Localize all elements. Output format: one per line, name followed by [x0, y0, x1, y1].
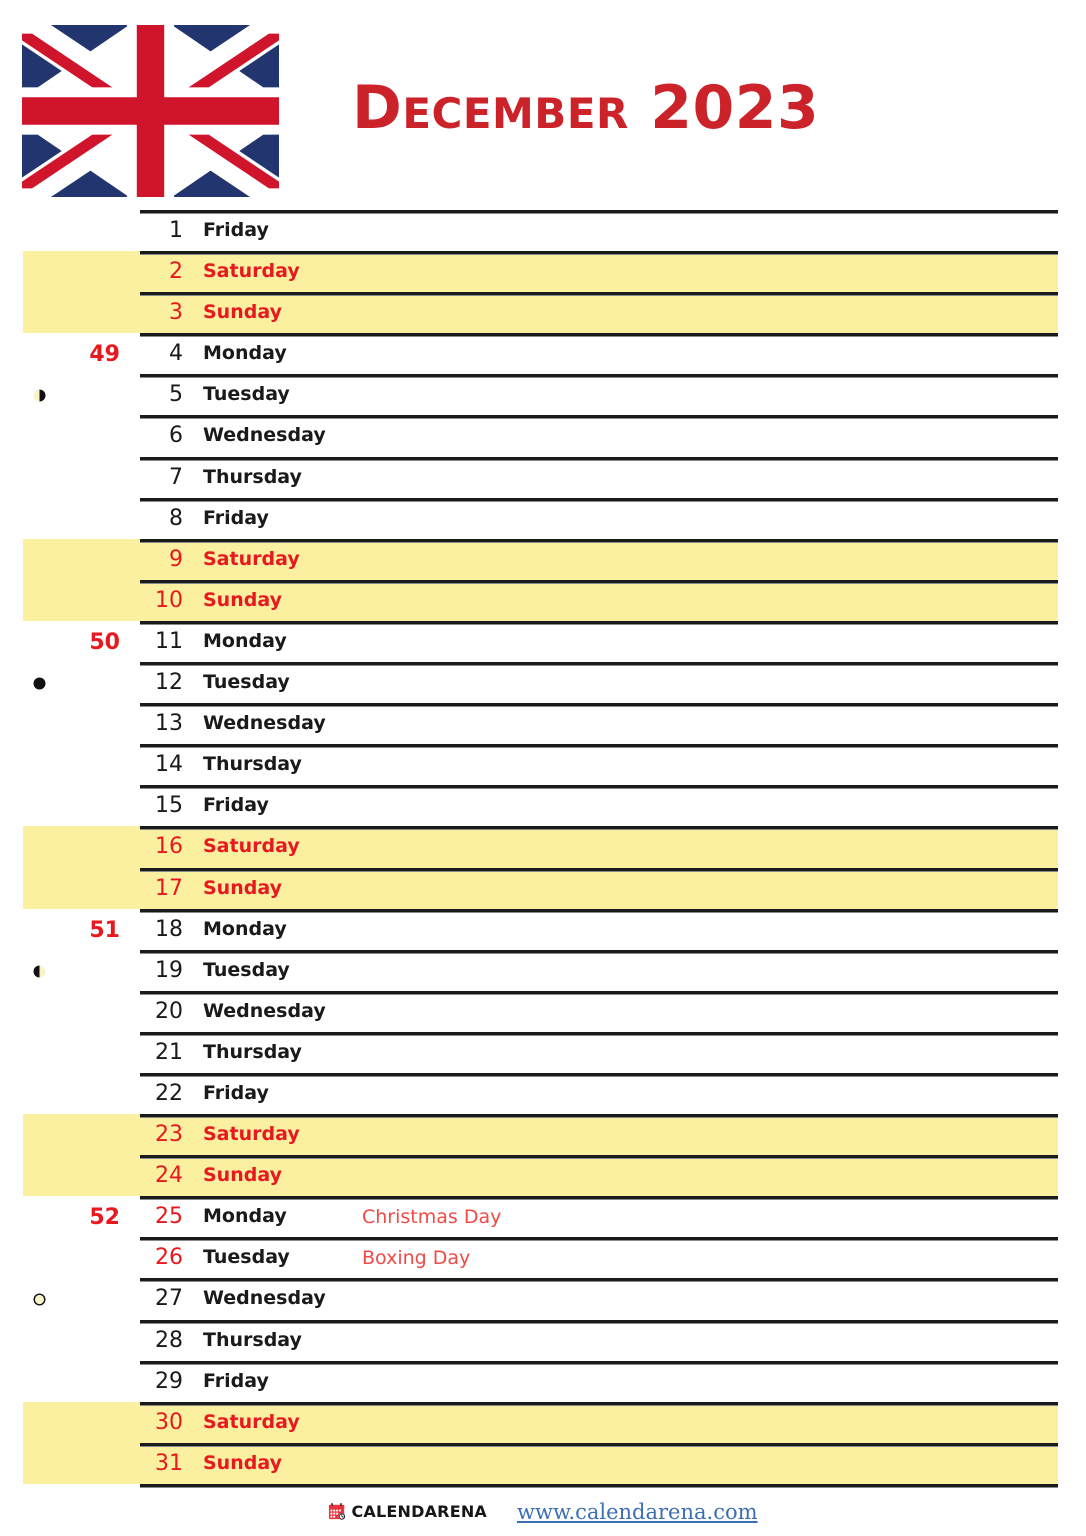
row-rule [140, 333, 1058, 336]
day-number: 13 [155, 711, 183, 737]
holiday-label: Christmas Day [362, 1206, 502, 1229]
day-number: 7 [169, 464, 183, 490]
calendar-row [0, 1073, 1086, 1114]
website-link[interactable]: www.calendarena.com [517, 1499, 758, 1524]
week-number: 52 [89, 1205, 120, 1231]
weekday-name: Sunday [203, 1451, 282, 1474]
row-rule [140, 1032, 1058, 1035]
day-number: 5 [169, 382, 183, 408]
weekday-name: Wednesday [203, 424, 326, 447]
calendar-row [0, 1114, 1086, 1155]
day-number: 14 [155, 752, 183, 778]
calendar-row [0, 1278, 1086, 1319]
day-number: 12 [155, 670, 183, 696]
row-rule [140, 826, 1058, 829]
calendar-row [0, 1237, 1086, 1278]
calendar-row [0, 374, 1086, 415]
row-rule [140, 744, 1058, 747]
day-number: 24 [155, 1163, 183, 1189]
week-number: 49 [89, 342, 120, 368]
day-number: 3 [169, 300, 183, 326]
calendar-row [0, 251, 1086, 292]
first-quarter-icon [32, 964, 47, 979]
day-number: 25 [155, 1204, 183, 1230]
weekday-name: Thursday [203, 465, 302, 488]
calendar-row [0, 1361, 1086, 1402]
day-number: 10 [155, 587, 183, 613]
row-rule [140, 1073, 1058, 1076]
day-number: 28 [155, 1327, 183, 1353]
weekday-name: Monday [203, 342, 287, 365]
row-rule [140, 1155, 1058, 1158]
day-number: 9 [169, 546, 183, 572]
weekday-name: Wednesday [203, 1287, 326, 1310]
new-moon-icon [32, 676, 47, 691]
row-rule [140, 580, 1058, 583]
weekday-name: Saturday [203, 1123, 300, 1146]
row-rule [140, 1196, 1058, 1199]
day-number: 26 [155, 1245, 183, 1271]
day-number: 21 [155, 1039, 183, 1065]
weekday-name: Sunday [203, 1164, 282, 1187]
calendar-row [0, 498, 1086, 539]
day-number: 16 [155, 834, 183, 860]
row-rule [140, 1237, 1058, 1240]
row-rule [140, 210, 1058, 213]
calendar-row [0, 292, 1086, 333]
weekday-name: Sunday [203, 876, 282, 899]
row-rule [140, 251, 1058, 254]
row-rule [140, 868, 1058, 871]
calendar-row [0, 991, 1086, 1032]
calendar-row [0, 415, 1086, 456]
row-rule [140, 991, 1058, 994]
week-number: 50 [89, 629, 120, 655]
day-number: 27 [155, 1286, 183, 1312]
weekday-name: Friday [203, 219, 269, 241]
union-jack-flag-icon [22, 25, 279, 197]
weekday-name: Tuesday [203, 958, 290, 981]
weekday-name: Monday [203, 1205, 287, 1228]
calendar-row [0, 826, 1086, 867]
weekday-name: Sunday [203, 588, 282, 611]
calendar-row [0, 703, 1086, 744]
day-number: 30 [155, 1409, 183, 1435]
calendar-row [0, 950, 1086, 991]
page-footer [0, 1487, 1086, 1536]
weekday-name: Saturday [203, 1410, 300, 1433]
calendar-row [0, 210, 1086, 251]
day-number: 20 [155, 998, 183, 1024]
row-rule [140, 909, 1058, 912]
day-number: 15 [155, 793, 183, 819]
day-number: 4 [169, 341, 183, 367]
calendar-row [0, 1155, 1086, 1196]
holiday-label: Boxing Day [362, 1247, 471, 1270]
calendar-header [0, 0, 1086, 210]
day-number: 11 [155, 628, 183, 654]
day-number: 18 [155, 916, 183, 942]
row-rule [140, 539, 1058, 542]
day-number: 23 [155, 1122, 183, 1148]
weekday-name: Saturday [203, 835, 300, 858]
calendar-row [0, 868, 1086, 909]
day-number: 2 [169, 259, 183, 285]
weekday-name: Friday [203, 1081, 269, 1104]
calendar-row [0, 333, 1086, 374]
weekday-name: Thursday [203, 1328, 302, 1351]
calendar-day-list [0, 210, 1086, 1484]
row-rule [140, 703, 1058, 706]
row-rule [140, 1278, 1058, 1281]
weekday-name: Sunday [203, 301, 282, 324]
week-number: 51 [89, 917, 120, 943]
calendar-icon [328, 1502, 347, 1521]
weekday-name: Wednesday [203, 712, 326, 735]
weekday-name: Saturday [203, 547, 300, 570]
row-rule [140, 498, 1058, 501]
weekday-name: Tuesday [203, 671, 290, 694]
calendar-row [0, 1032, 1086, 1073]
calendar-row [0, 744, 1086, 785]
brand-name: CALENDARENA [351, 1502, 487, 1521]
weekday-name: Friday [203, 1369, 269, 1392]
weekday-name: Thursday [203, 1040, 302, 1063]
row-rule [140, 374, 1058, 377]
full-moon-icon [32, 1292, 47, 1307]
calendar-row [0, 1402, 1086, 1443]
day-number: 17 [155, 875, 183, 901]
day-number: 6 [169, 423, 183, 449]
row-rule [140, 621, 1058, 624]
calendar-row [0, 1443, 1086, 1484]
weekday-name: Monday [203, 917, 287, 940]
calendar-row [0, 580, 1086, 621]
weekday-name: Tuesday [203, 1246, 290, 1269]
weekday-name: Friday [203, 506, 269, 529]
weekday-name: Friday [203, 794, 269, 817]
day-number: 29 [155, 1368, 183, 1394]
row-rule [140, 1402, 1058, 1405]
weekday-name: Monday [203, 629, 287, 652]
weekday-name: Thursday [203, 753, 302, 776]
row-rule [140, 1114, 1058, 1117]
row-rule [140, 1320, 1058, 1323]
day-number: 19 [155, 957, 183, 983]
row-rule [140, 662, 1058, 665]
calendar-row [0, 1320, 1086, 1361]
day-number: 1 [169, 218, 183, 243]
brand [328, 1502, 487, 1521]
weekday-name: Wednesday [203, 999, 326, 1022]
calendar-row [0, 1196, 1086, 1237]
day-number: 31 [155, 1450, 183, 1476]
row-rule [140, 950, 1058, 953]
row-rule [140, 1443, 1058, 1446]
calendar-row [0, 785, 1086, 826]
page-title: December 2023 [352, 73, 820, 143]
calendar-row [0, 539, 1086, 580]
row-rule [140, 292, 1058, 295]
last-quarter-icon [32, 388, 47, 403]
weekday-name: Tuesday [203, 383, 290, 406]
calendar-row [0, 662, 1086, 703]
calendar-row [0, 909, 1086, 950]
weekday-name: Saturday [203, 260, 300, 283]
row-rule [140, 785, 1058, 788]
row-rule [140, 415, 1058, 418]
calendar-row [0, 621, 1086, 662]
row-rule [140, 457, 1058, 460]
calendar-row [0, 457, 1086, 498]
row-rule [140, 1361, 1058, 1364]
day-number: 8 [169, 505, 183, 531]
day-number: 22 [155, 1080, 183, 1106]
